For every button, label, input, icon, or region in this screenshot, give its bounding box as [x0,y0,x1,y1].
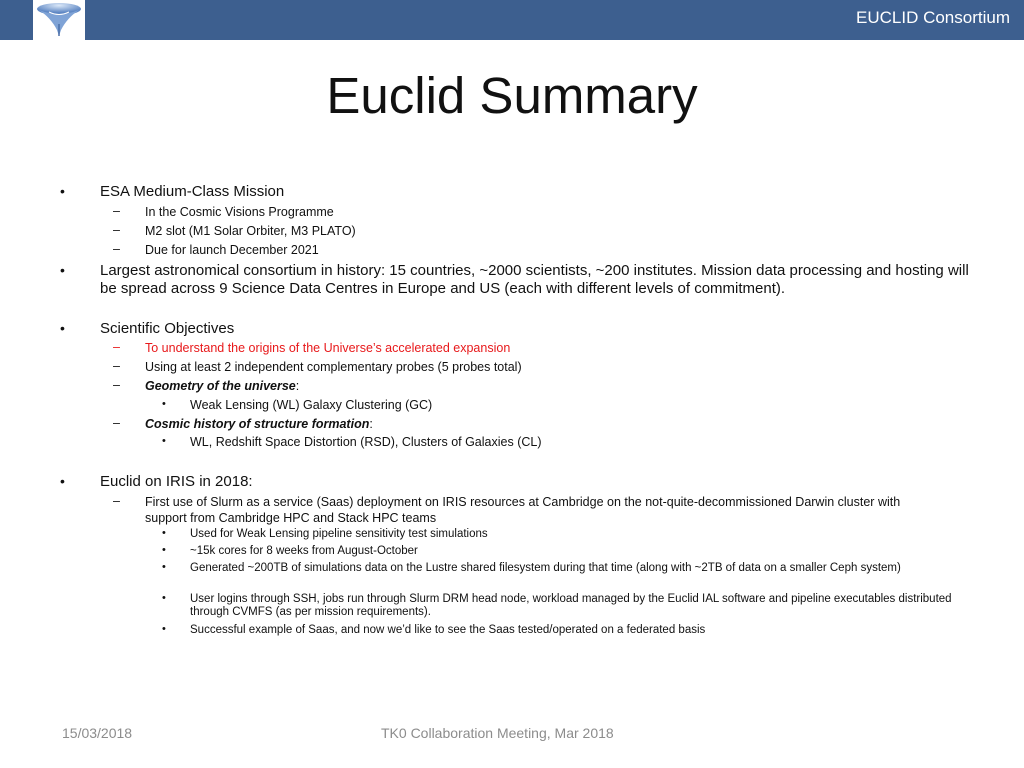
bullet-objectives: Scientific Objectives [100,320,235,337]
dash-marker: – [113,359,120,373]
footer-date: 15/03/2018 [62,725,133,741]
dash-marker: – [113,204,120,218]
sub-sub-item: WL, Redshift Space Distortion (RSD), Clusters of Galaxies (CL) [190,435,542,449]
sub-item: M2 slot (M1 Solar Orbiter, M3 PLATO) [145,224,356,238]
dot-marker: • [162,592,166,604]
sub-item: Using at least 2 independent complementary probes (5 probes total) [145,360,522,374]
sub-sub-item: User logins through SSH, jobs run through Slurm DRM head node, workload managed by the Euclid IAL software and pipeline executables distributed through CVMFS (as per mission requirements). [190,593,952,618]
consortium-label: EUCLID Consortium [856,8,1010,27]
dot-marker: • [162,561,166,573]
dot-marker: • [162,435,166,447]
sub-item-highlight: To understand the origins of the Universe’s accelerated expansion [145,341,511,355]
dash-marker: – [113,223,120,237]
bullet-dot: • [60,262,65,278]
euclid-logo-icon [33,0,85,40]
sub-item: In the Cosmic Visions Programme [145,205,334,219]
sub-item: First use of Slurm as a service (Saas) deployment on IRIS resources at Cambridge on the not-quite-decommissioned Darwin cluster with support from Cambridge HPC and Stack HPC teams [145,495,901,525]
bullet-dot: • [60,320,65,336]
header-bar [0,0,1024,40]
bullet-iris: Euclid on IRIS in 2018: [100,473,253,490]
bullet-dot: • [60,183,65,199]
footer-event: TK0 Collaboration Meeting, Mar 2018 [381,725,614,741]
cosmic-history-heading: Cosmic history of structure formation [145,417,370,431]
dash-marker: – [113,378,120,392]
bullet-esa-mission: ESA Medium-Class Mission [100,183,285,200]
colon: : [295,379,300,393]
dot-marker: • [162,398,166,410]
colon: : [369,417,373,431]
dot-marker: • [162,527,166,539]
sub-sub-item: Weak Lensing (WL) Galaxy Clustering (GC) [190,398,433,412]
dash-marker: – [113,494,120,508]
sub-sub-item: Used for Weak Lensing pipeline sensitivity test simulations [190,528,488,540]
bullet-consortium: Largest astronomical consortium in history: 15 countries, ~2000 scientists, ~200 institutes. Mission data processing and hosting will be spread across 9 Science Data Centres in Europe and US (each with different levels of commitment). [100,262,969,297]
dash-marker: – [113,340,120,354]
dash-marker: – [113,242,120,256]
sub-item-cosmic-history [145,416,965,432]
slide-title: Euclid Summary [326,67,698,124]
sub-sub-item: Successful example of Saas, and now we’d like to see the Saas tested/operated on a federated basis [190,624,706,636]
sub-sub-item: Generated ~200TB of simulations data on the Lustre shared filesystem during that time (along with ~2TB of data on a smaller Ceph system) [190,562,901,574]
dot-marker: • [162,544,166,556]
dash-marker: – [113,416,120,430]
geometry-heading: Geometry of the universe [145,379,296,393]
sub-item: Due for launch December 2021 [145,243,319,257]
sub-item-geometry [145,378,965,394]
bullet-dot: • [60,473,65,489]
sub-sub-item: ~15k cores for 8 weeks from August-October [190,545,418,557]
dot-marker: • [162,623,166,635]
